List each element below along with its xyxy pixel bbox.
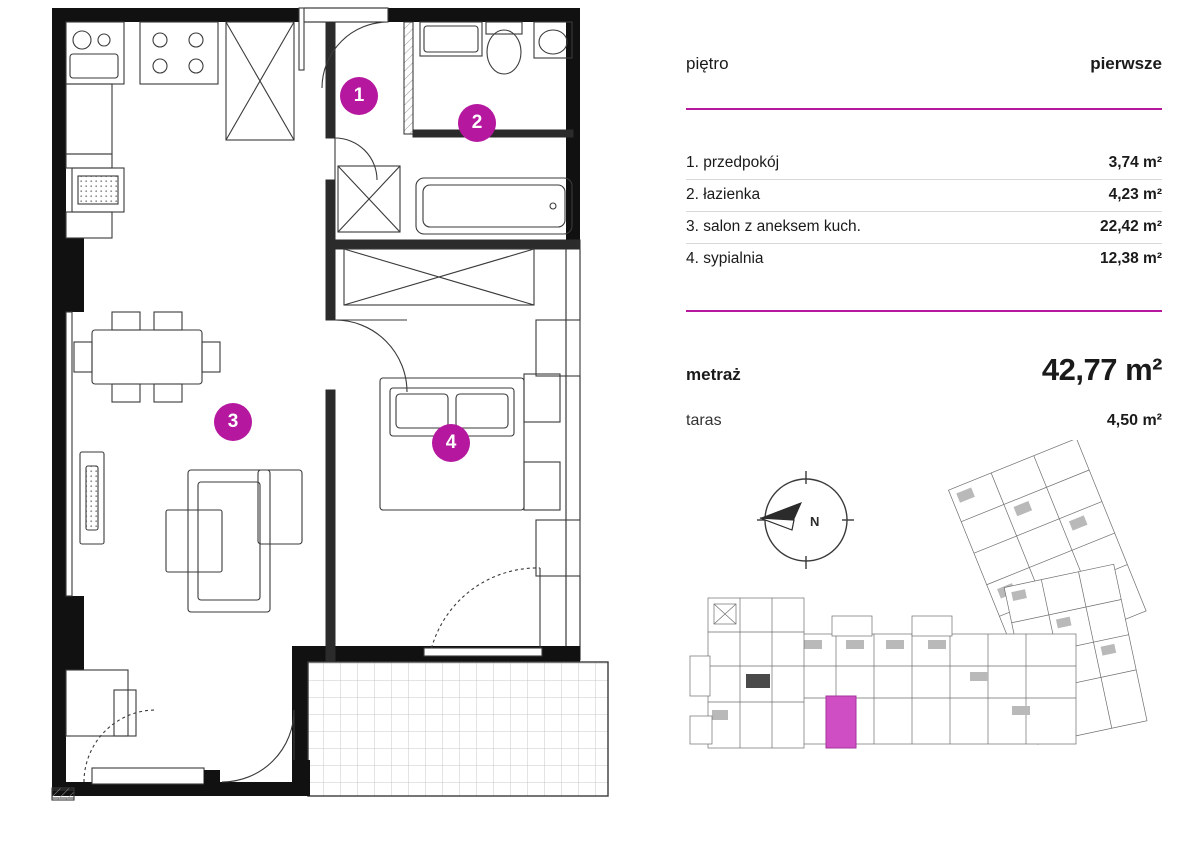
terrace-label: taras [686, 412, 722, 429]
lower-left-room [52, 670, 310, 800]
room-name: 1. przedpokój [686, 154, 780, 171]
room-row [686, 180, 1162, 212]
interior-walls [326, 22, 580, 662]
compass-north-label: N [810, 514, 820, 529]
room-name: 2. łazienka [686, 186, 761, 203]
bathroom-fixtures [338, 22, 572, 234]
corridor-storage [344, 249, 534, 305]
hall-door [335, 138, 377, 180]
divider-bottom [686, 310, 1162, 312]
divider-top [686, 108, 1162, 110]
terrace-door [424, 568, 542, 656]
room-area: 12,38 m² [1099, 250, 1162, 267]
bedroom-furniture [380, 320, 580, 576]
room-name: 4. sypialnia [686, 250, 764, 267]
room-area: 4,23 m² [1108, 186, 1162, 203]
bedroom-door [335, 320, 407, 392]
rooms-list [686, 148, 1162, 275]
apartment-info-panel [686, 0, 1176, 849]
room-row [686, 244, 1162, 275]
room-marker-4[interactable]: 4 [432, 424, 470, 462]
kitchen-fixtures [66, 22, 294, 238]
floor-row [686, 54, 1162, 74]
room-marker-1[interactable]: 1 [340, 77, 378, 115]
floor-value: pierwsze [1090, 54, 1162, 73]
room-row [686, 212, 1162, 244]
keyplan-highlighted-unit [826, 696, 856, 748]
living-room-furniture [66, 312, 302, 612]
total-area-value: 42,77 m² [1041, 352, 1162, 387]
terrace-area [308, 662, 608, 796]
room-marker-3[interactable]: 3 [214, 403, 252, 441]
room-area: 22,42 m² [1099, 218, 1162, 235]
total-area-label: metraż [686, 365, 741, 384]
room-area: 3,74 m² [1108, 154, 1162, 171]
room-marker-2[interactable]: 2 [458, 104, 496, 142]
terrace-row [686, 412, 1162, 430]
key-plan [686, 440, 1176, 800]
terrace-value: 4,50 m² [1106, 412, 1162, 429]
room-name: 3. salon z aneksem kuch. [686, 218, 861, 235]
room-row [686, 148, 1162, 180]
floor-label: piętro [686, 54, 729, 73]
total-area-row [686, 352, 1162, 388]
